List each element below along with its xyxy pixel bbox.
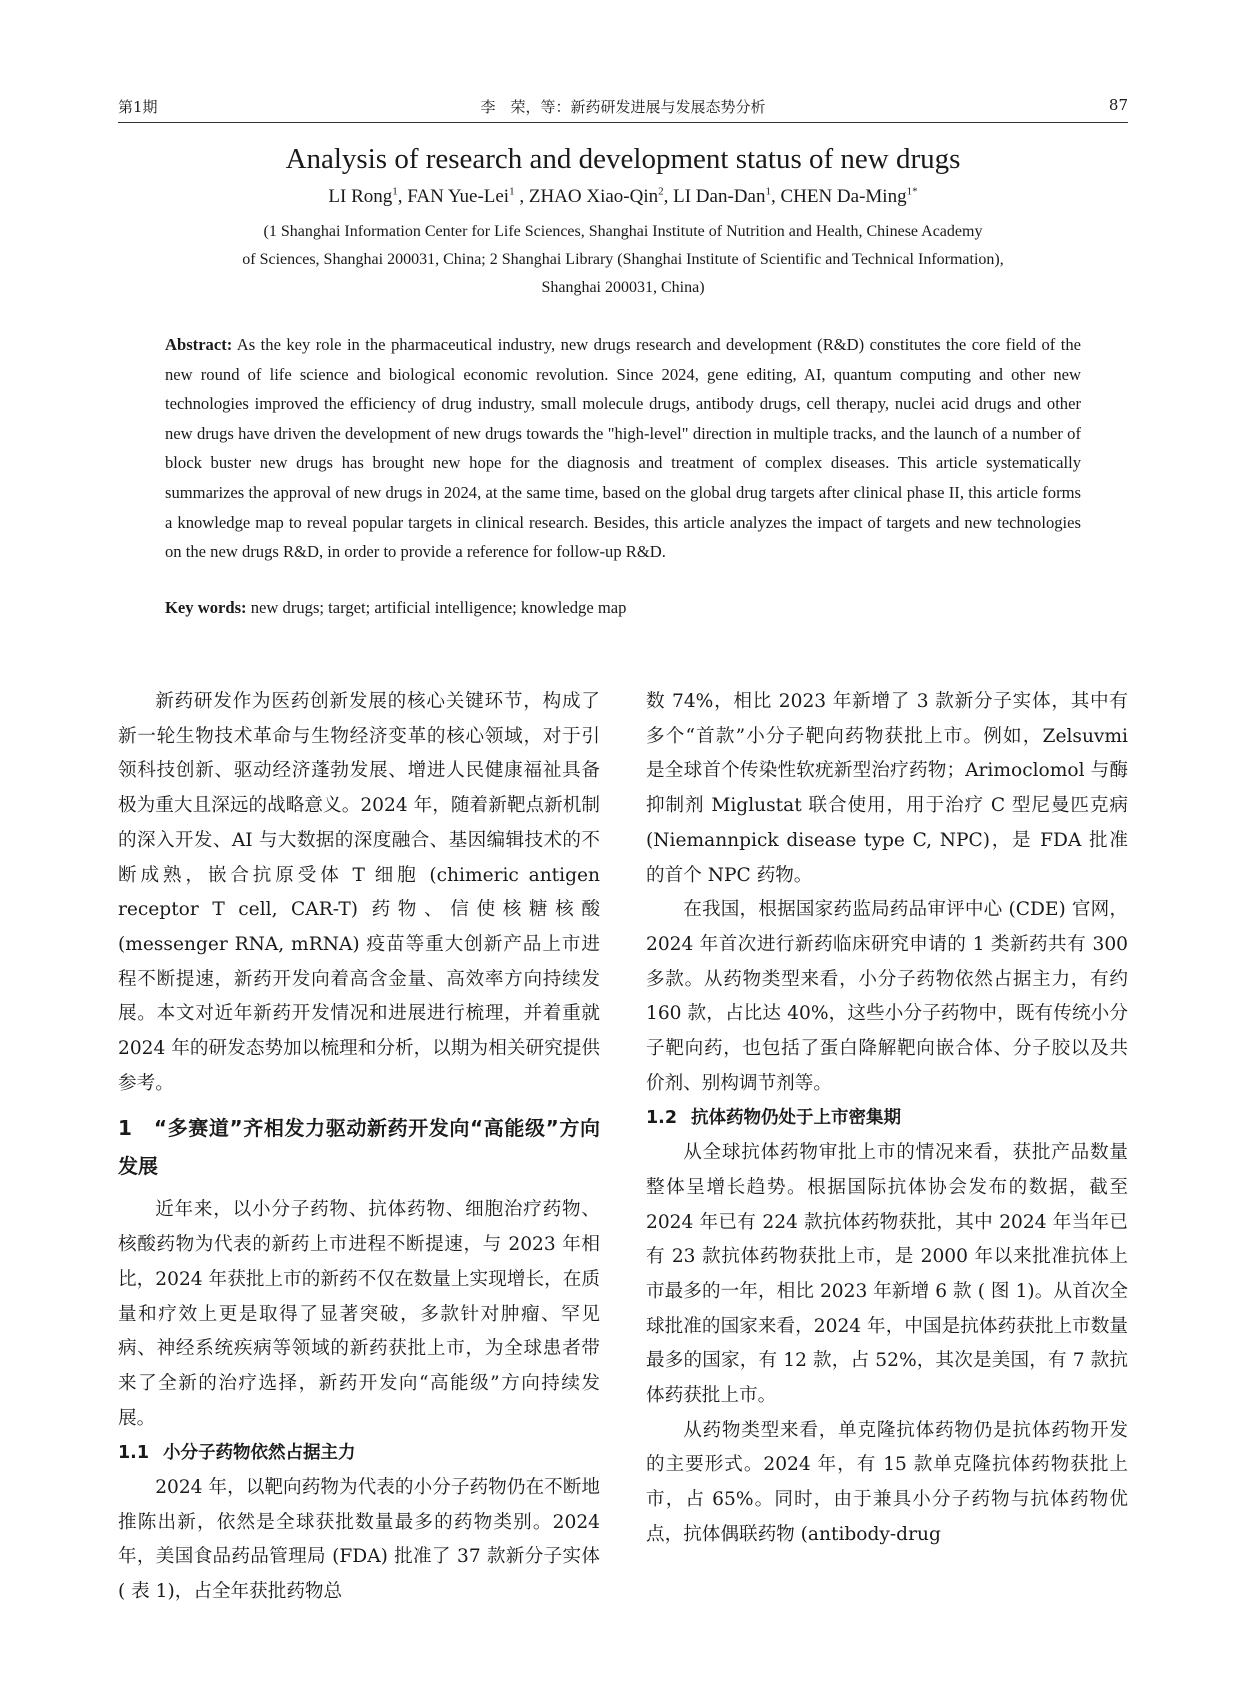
intro-paragraph: 新药研发作为医药创新发展的核心关键环节，构成了新一轮生物技术革命与生物经济变革的核心领域，对于引领科技创新、驱动经济蓬勃发展、增进人民健康福祉具备极为重大且深远的战略意义。2024 年，随着新靶点新机制的深入开发、AI 与大数据的深度融合、基因编辑技术的不断成熟，嵌合抗原受体 T 细胞 (chimeric antigen receptor T cell, CAR-T) 药物、信使核糖核酸 (messenger RNA, mRNA) 疫苗等重大创新产品上市进程不断提速，新药开发向着高含金量、高效率方向持续发展。本文对近年新药开发情况和进展进行梳理，并着重就 2024 年的研发态势加以梳理和分析，以期为相关研究提供参考。 — [118, 691, 600, 1094]
running-head — [118, 90, 1128, 123]
author: CHEN Da-Ming$^{1*}$ — [780, 186, 918, 208]
affiliation-line: of Sciences, Shanghai 200031, China; 2 Shanghai Library (Shanghai Institute of Scientific and Technical Information), — [242, 251, 1004, 268]
section-1-heading — [118, 1109, 600, 1185]
subsection-number: 1.2 — [646, 1108, 678, 1129]
abstract — [165, 330, 1081, 567]
keywords-text: new drugs; target; artificial intelligence; knowledge map — [250, 598, 627, 617]
subsection-title: 小分子药物依然占据主力 — [163, 1443, 356, 1464]
abstract-label: Abstract: — [165, 335, 233, 354]
author: LI Dan-Dan$^1$, — [673, 186, 781, 208]
english-title: Analysis of research and development status of new drugs — [285, 143, 961, 175]
section-title: “多赛道”齐相发力驱动新药开发向“高能级”方向发展 — [118, 1116, 600, 1179]
author: LI Rong$^1$, — [328, 186, 408, 208]
subsection-1-2-paragraph-1: 从全球抗体药物审批上市的情况来看，获批产品数量整体呈增长趋势。根据国际抗体协会发布的数据，截至 2024 年已有 224 款抗体药物获批，其中 2024 年当年已有 23 款抗体药物获批上市，是 2000 年以来批准抗体上市最多的一年，相比 2023 年新增 6 款 ( 图 1)。从首次全球批准的国家来看，2024 年，中国是抗体药获批上市数量最多的国家，有 12 款，占 52%，其次是美国，有 7 款抗体药获批上市。 — [646, 1142, 1128, 1407]
continued-paragraph: 数 74%，相比 2023 年新增了 3 款新分子实体，其中有多个“首款”小分子靶向药物获批上市。例如，Zelsuvmi 是全球首个传染性软疣新型治疗药物；Arimoclomol 与酶抑制剂 Miglustat 联合使用，用于治疗 C 型尼曼匹克病 (Niemannpick disease type C, NPC)，是 FDA 批准的首个 NPC 药物。 — [646, 691, 1128, 886]
english-affiliations — [160, 218, 1086, 302]
author: ZHAO Xiao-Qin$^2$, — [528, 186, 674, 208]
english-authors — [118, 186, 1128, 208]
right-column — [646, 685, 1128, 1553]
subsection-1-1-paragraph: 2024 年，以靶向药物为代表的小分子药物仍在不断地推陈出新，依然是全球获批数量最多的药物类别。2024 年，美国食品药品管理局 (FDA) 批准了 37 款新分子实体 ( 表 1)，占全年获批药物总 — [118, 1477, 600, 1603]
subsection-title: 抗体药物仍处于上市密集期 — [691, 1108, 902, 1129]
subsection-number: 1.1 — [118, 1443, 150, 1464]
keywords — [165, 598, 1081, 618]
subsection-1-2-heading — [646, 1101, 1128, 1136]
affiliation-line: Shanghai 200031, China) — [541, 279, 705, 296]
cde-paragraph: 在我国，根据国家药监局药品审评中心 (CDE) 官网，2024 年首次进行新药临床研究申请的 1 类新药共有 300 多款。从药物类型来看，小分子药物依然占据主力，有约 160 款，占比达 40%，这些小分子药物中，既有传统小分子靶向药，也包括了蛋白降解靶向嵌合体、分子胶以及共价剂、别构调节剂等。 — [646, 899, 1128, 1094]
section-1-paragraph: 近年来，以小分子药物、抗体药物、细胞治疗药物、核酸药物为代表的新药上市进程不断提速，与 2023 年相比，2024 年获批上市的新药不仅在数量上实现增长，在质量和疗效上更是取得了显著突破，多款针对肿瘤、罕见病、神经系统疾病等领域的新药获批上市，为全球患者带来了全新的治疗选择，新药开发向“高能级”方向持续发展。 — [118, 1199, 600, 1429]
running-title: 李 荣，等：新药研发进展与发展态势分析 — [480, 98, 766, 116]
keywords-label: Key words: — [165, 598, 247, 617]
left-column — [118, 685, 600, 1610]
section-number: 1 — [118, 1116, 132, 1141]
subsection-1-2-paragraph-2: 从药物类型来看，单克隆抗体药物仍是抗体药物开发的主要形式。2024 年，有 15 款单克隆抗体药物获批上市，占 65%。同时，由于兼具小分子药物与抗体药物优点，抗体偶联药物 (antibody-drug — [646, 1419, 1128, 1545]
journal-issue: 第1期 — [118, 98, 158, 116]
abstract-text: As the key role in the pharmaceutical industry, new drugs research and development (R&D) constitutes the core field of the new round of life science and biological economic revolution. Since 2024, gene editing, AI, quantum computing and other new technologies improved the efficiency of drug industry, small molecule drugs, antibody drugs, cell therapy, nuclei acid drugs and other new drugs have driven the development of new drugs towards the "high-level" direction in multiple tracks, and the launch of a number of block buster new drugs has brought new hope for the diagnosis and treatment of complex diseases. This article systematically summarizes the approval of new drugs in 2024, at the same time, based on the global drug targets after clinical phase II, this article forms a knowledge map to reveal popular targets in clinical research. Besides, this article analyzes the impact of targets and new technologies on the new drugs R&D, in order to provide a reference for follow-up R&D. — [165, 335, 1082, 562]
author: FAN Yue-Lei$^1$ , — [407, 186, 529, 208]
subsection-1-1-heading — [118, 1436, 600, 1471]
affiliation-line: (1 Shanghai Information Center for Life Sciences, Shanghai Institute of Nutrition and Health, Chinese Academy — [263, 223, 983, 240]
page-number: 87 — [1108, 96, 1128, 114]
